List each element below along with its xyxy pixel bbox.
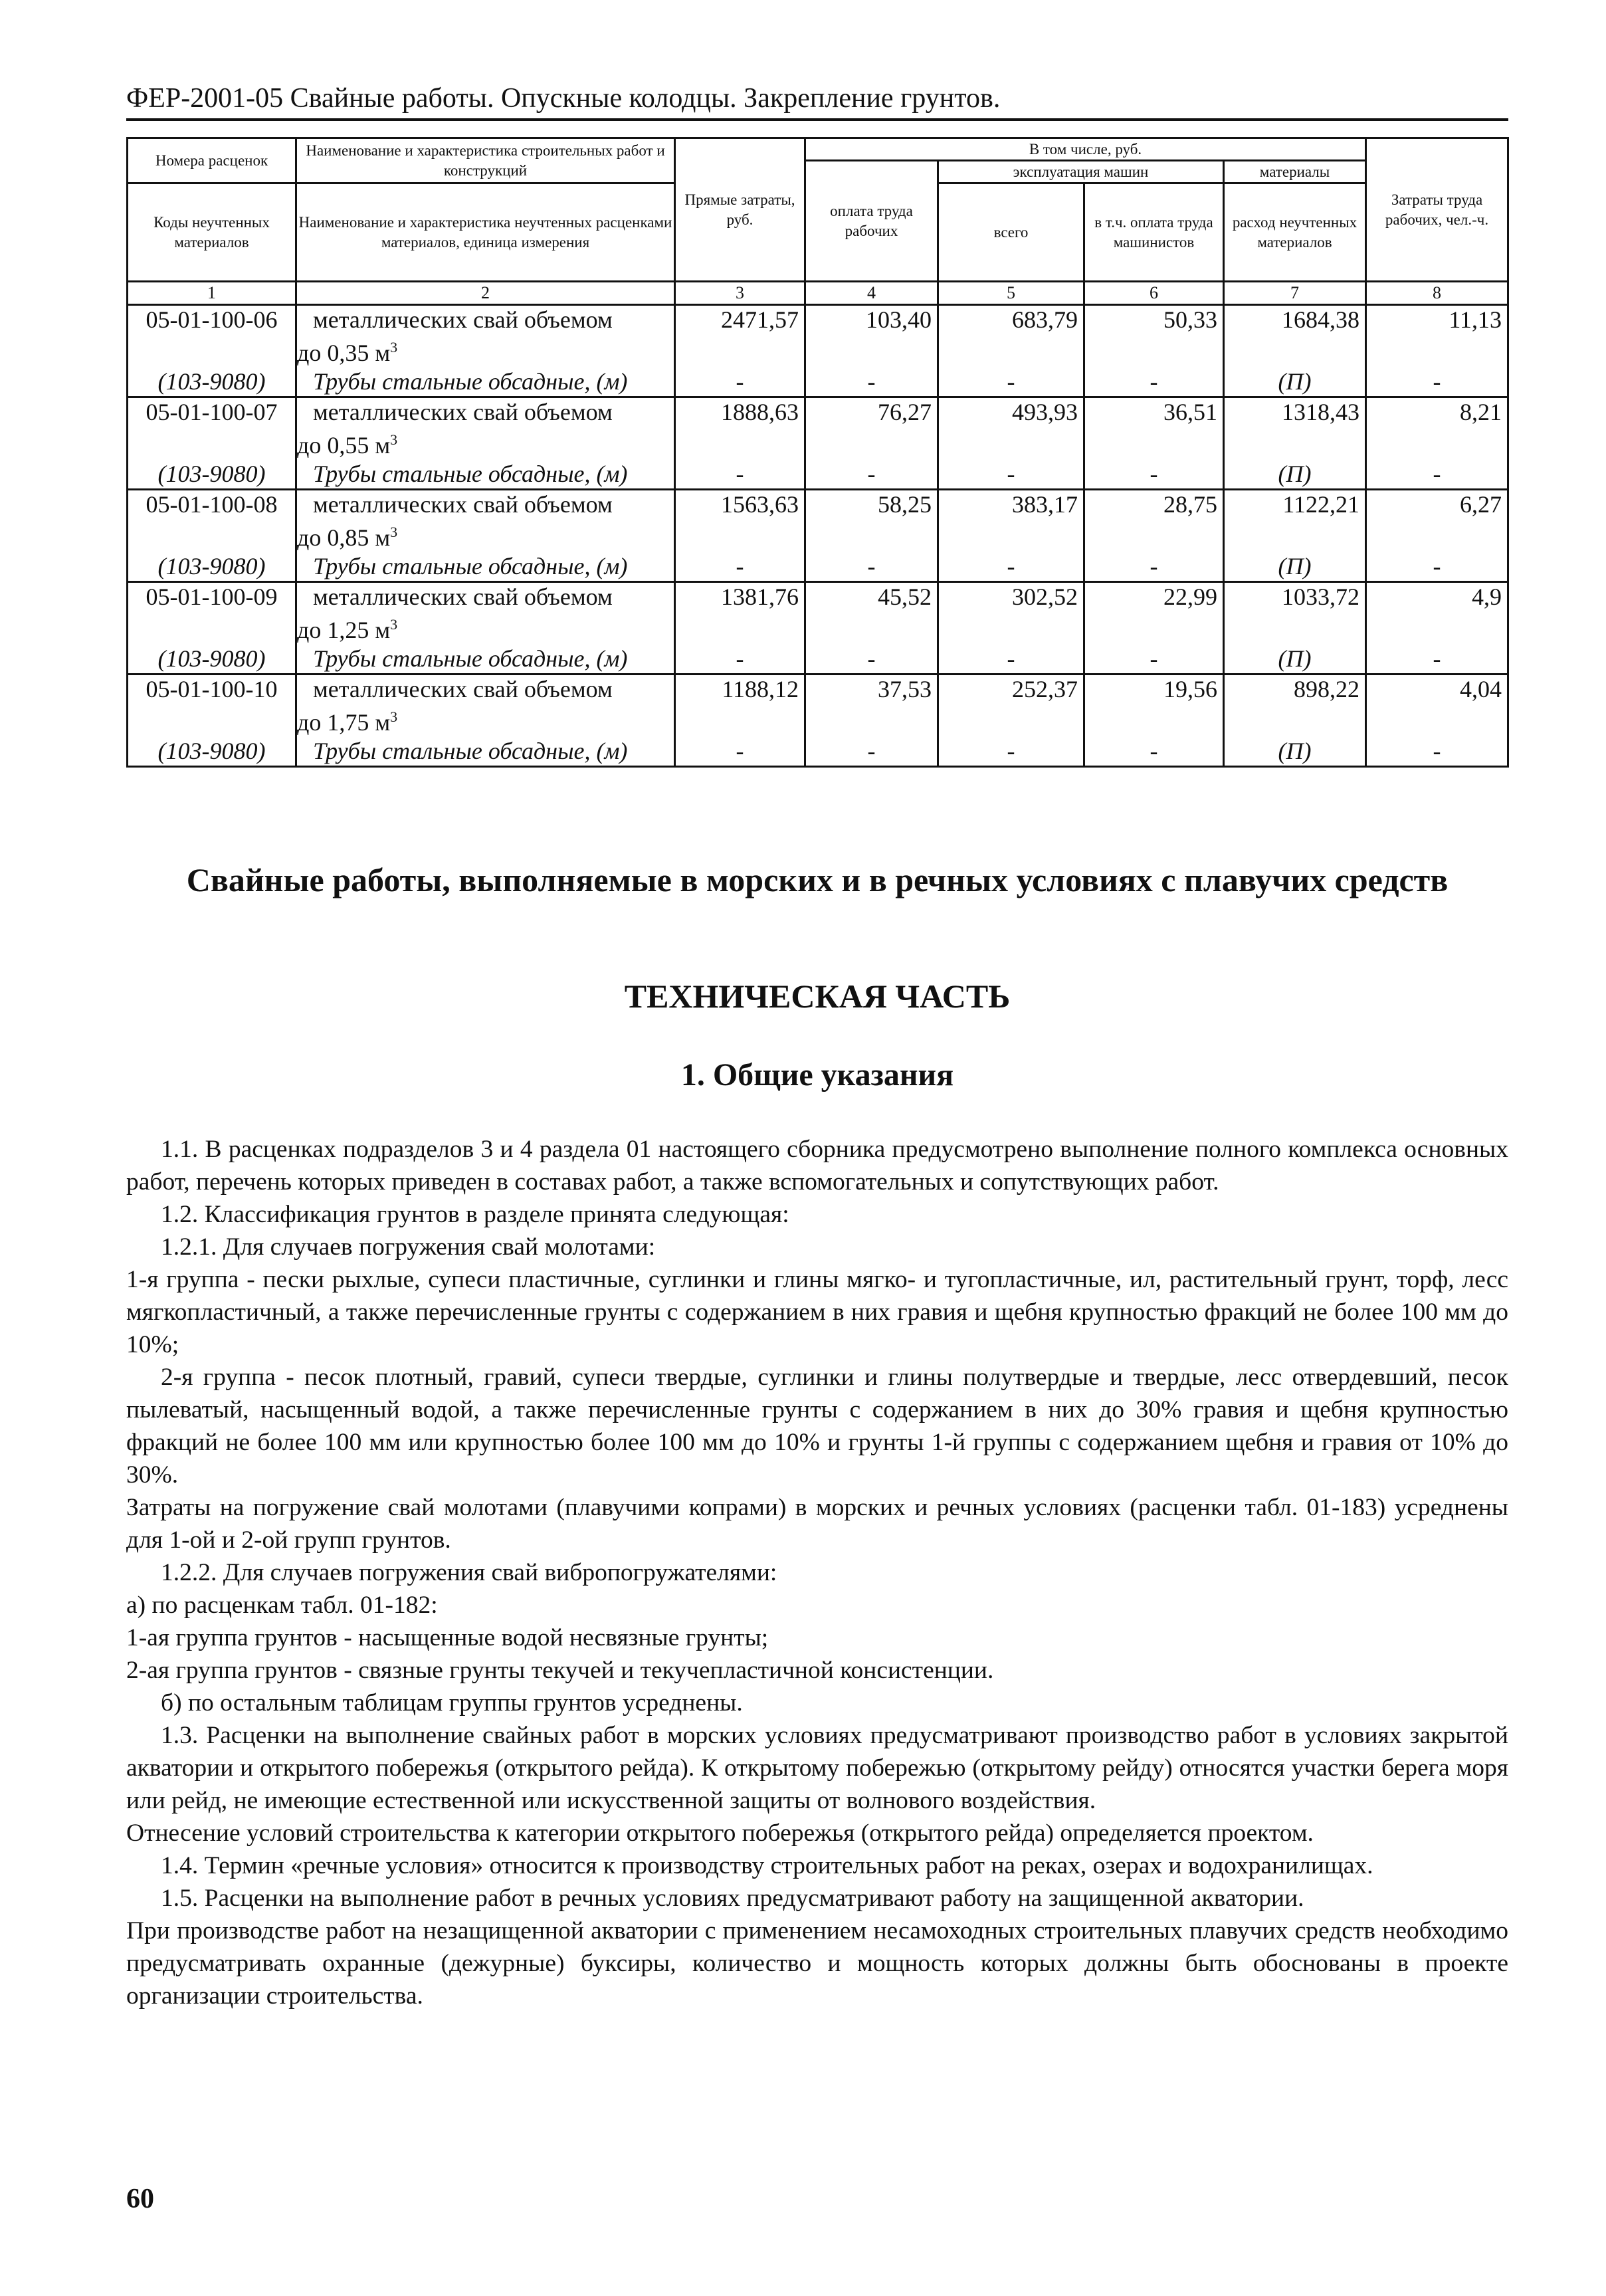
col-number: 2: [296, 282, 675, 305]
material-row: [128, 459, 1508, 490]
labor-costs: 6,27: [1366, 490, 1508, 552]
work-name: металлических свай объемом до 0,55 $м^3$: [296, 397, 675, 460]
materials-cost: 1033,72: [1224, 582, 1366, 645]
table-row: [128, 305, 1508, 367]
technical-part-title: ТЕХНИЧЕСКАЯ ЧАСТЬ: [624, 978, 1011, 1015]
labor-costs: 4,9: [1366, 582, 1508, 645]
header-codes-rates: Номера расценок: [128, 138, 296, 183]
paragraph: а) по расценкам табл. 01-182:: [126, 1592, 438, 1619]
dash-cell: -: [805, 552, 938, 582]
header-materials: материалы: [1224, 161, 1366, 183]
paragraph: Отнесение условий строительства к категории открытого побережья (открытого рейда) определяется проектом.: [126, 1820, 1314, 1847]
dash-cell: -: [675, 459, 805, 490]
machines-total: 302,52: [938, 582, 1084, 645]
work-name: металлических свай объемом до 0,85 $м^3$: [296, 490, 675, 552]
machines-total: 252,37: [938, 675, 1084, 737]
dash-cell: -: [1366, 459, 1508, 490]
paragraph: 1.4. Термин «речные условия» относится к производству строительных работ на реках, озерах и водохранилищах.: [161, 1852, 1373, 1879]
paragraph: 2-я группа - песок плотный, гравий, супеси твердые, суглинки и глины полутвердые и твердые, лесс отвердевший, песок пылеватый, насыщенный водой, а также перечисленные грунты с содержанием в них до 30% гравия и щебня крупностью фракций не более 100 мм или крупностью более 100 мм до 10% и грунты 1-й группы с содержанием щебня и гравия от 10% до 30%.: [126, 1364, 1508, 1489]
direct-costs: 1563,63: [675, 490, 805, 552]
dash-cell: -: [938, 552, 1084, 582]
material-name: Трубы стальные обсадные, (м): [296, 552, 675, 582]
dash-cell: -: [1084, 552, 1224, 582]
dash-cell: -: [938, 736, 1084, 767]
materials-cost: 1684,38: [1224, 305, 1366, 367]
col-number: 5: [938, 282, 1084, 305]
rate-code: 05-01-100-10: [128, 675, 296, 737]
machinists-pay: 50,33: [1084, 305, 1224, 367]
labor-pay: 103,40: [805, 305, 938, 367]
general-instructions-title: 1. Общие указания: [680, 1057, 954, 1093]
page-number: 60: [126, 2184, 154, 2214]
material-row: [128, 552, 1508, 582]
work-name: металлических свай объемом до 0,35 $м^3$: [296, 305, 675, 367]
material-use: (П): [1224, 367, 1366, 397]
material-code: (103-9080): [128, 459, 296, 490]
dash-cell: -: [1366, 367, 1508, 397]
material-code: (103-9080): [128, 552, 296, 582]
paragraph: 1.2. Классификация грунтов в разделе принята следующая:: [161, 1201, 789, 1228]
col-number: 6: [1084, 282, 1224, 305]
dash-cell: -: [675, 552, 805, 582]
dash-cell: -: [1366, 552, 1508, 582]
material-code: (103-9080): [128, 644, 296, 675]
section-title: Свайные работы, выполняемые в морских и в речных условиях с плавучих средств: [186, 861, 1449, 898]
paragraph: 2-ая группа грунтов - связные грунты текучей и текучепластичной консистенции.: [126, 1657, 994, 1684]
direct-costs: 1888,63: [675, 397, 805, 460]
header-including: В том числе, руб.: [805, 138, 1366, 161]
labor-pay: 37,53: [805, 675, 938, 737]
col-number: 3: [675, 282, 805, 305]
dash-cell: -: [1084, 736, 1224, 767]
dash-cell: -: [805, 459, 938, 490]
rates-table: [126, 137, 1509, 768]
machinists-pay: 28,75: [1084, 490, 1224, 552]
labor-pay: 76,27: [805, 397, 938, 460]
rate-code: 05-01-100-08: [128, 490, 296, 552]
dash-cell: -: [1084, 367, 1224, 397]
paragraph: Затраты на погружение свай молотами (плавучими копрами) в морских и речных условиях (расценки табл. 01-183) усреднены для 1-ой и 2-ой групп грунтов.: [126, 1494, 1508, 1554]
header-direct-costs: Прямые затраты, руб.: [675, 138, 805, 282]
machines-total: 383,17: [938, 490, 1084, 552]
dash-cell: -: [1084, 459, 1224, 490]
dash-cell: -: [675, 736, 805, 767]
materials-cost: 898,22: [1224, 675, 1366, 737]
running-header: ФЕР-2001-05 Свайные работы. Опускные колодцы. Закрепление грунтов.: [126, 81, 1508, 121]
rate-code: 05-01-100-09: [128, 582, 296, 645]
labor-costs: 8,21: [1366, 397, 1508, 460]
machines-total: 493,93: [938, 397, 1084, 460]
material-code: (103-9080): [128, 736, 296, 767]
direct-costs: 2471,57: [675, 305, 805, 367]
direct-costs: 1381,76: [675, 582, 805, 645]
materials-cost: 1318,43: [1224, 397, 1366, 460]
table-row: [128, 582, 1508, 645]
material-code: (103-9080): [128, 367, 296, 397]
work-name: металлических свай объемом до 1,25 $м^3$: [296, 582, 675, 645]
header-name-works: Наименование и характеристика строительных работ и конструкций: [296, 138, 675, 183]
dash-cell: -: [1366, 736, 1508, 767]
col-number: 8: [1366, 282, 1508, 305]
header-machines-total: всего: [938, 183, 1084, 282]
machinists-pay: 19,56: [1084, 675, 1224, 737]
table-row: [128, 397, 1508, 460]
body-text: [126, 1133, 1508, 2012]
col-number: 1: [128, 282, 296, 305]
table-row: [128, 675, 1508, 737]
dash-cell: -: [675, 367, 805, 397]
dash-cell: -: [938, 644, 1084, 675]
machines-total: 683,79: [938, 305, 1084, 367]
paragraph: б) по остальным таблицам группы грунтов усреднены.: [161, 1689, 743, 1717]
direct-costs: 1188,12: [675, 675, 805, 737]
material-name: Трубы стальные обсадные, (м): [296, 459, 675, 490]
paragraph: 1.1. В расценках подразделов 3 и 4 раздела 01 настоящего сборника предусмотрено выполнение полного комплекса основных работ, перечень которых приведен в составах работ, а также вспомогательных и сопутствующих работ.: [126, 1136, 1508, 1196]
labor-pay: 45,52: [805, 582, 938, 645]
paragraph: 1.5. Расценки на выполнение работ в речных условиях предусматривают работу на защищенной акватории.: [161, 1885, 1304, 1912]
dash-cell: -: [805, 367, 938, 397]
material-use: (П): [1224, 644, 1366, 675]
dash-cell: -: [938, 459, 1084, 490]
dash-cell: -: [1366, 644, 1508, 675]
material-use: (П): [1224, 459, 1366, 490]
header-machinists-pay: в т.ч. оплата труда машинистов: [1084, 183, 1224, 282]
table-row: [128, 490, 1508, 552]
dash-cell: -: [805, 736, 938, 767]
material-name: Трубы стальные обсадные, (м): [296, 644, 675, 675]
paragraph: 1.3. Расценки на выполнение свайных работ в морских условиях предусматривают производство работ в условиях закрытой акватории и открытого побережья (открытого рейда). К открытому побережью (открытому рейду) относятся участки берега моря или рейд, не имеющие естественной или искусственной защиты от волнового воздействия.: [126, 1722, 1508, 1814]
labor-costs: 4,04: [1366, 675, 1508, 737]
material-use: (П): [1224, 736, 1366, 767]
dash-cell: -: [675, 644, 805, 675]
header-labor-costs: Затраты труда рабочих, чел.-ч.: [1366, 138, 1508, 282]
material-name: Трубы стальные обсадные, (м): [296, 367, 675, 397]
col-number: 4: [805, 282, 938, 305]
rate-code: 05-01-100-07: [128, 397, 296, 460]
labor-costs: 11,13: [1366, 305, 1508, 367]
header-materials-use: расход неучтенных материалов: [1224, 183, 1366, 282]
header-name-materials: Наименование и характеристика неучтенных расценками материалов, единица измерения: [296, 183, 675, 282]
paragraph: 1-я группа - пески рыхлые, супеси пластичные, суглинки и глины мягко- и тугопластичные, ил, растительный грунт, торф, лесс мягкопластичный, а также перечисленные грунты с содержанием в них гравия и щебня крупностью фракций не более 100 мм до 10%;: [126, 1266, 1508, 1358]
header-codes-materials: Коды неучтенных материалов: [128, 183, 296, 282]
material-name: Трубы стальные обсадные, (м): [296, 736, 675, 767]
col-number: 7: [1224, 282, 1366, 305]
material-row: [128, 367, 1508, 397]
material-use: (П): [1224, 552, 1366, 582]
paragraph: 1.2.1. Для случаев погружения свай молотами:: [161, 1233, 656, 1261]
header-machines: эксплуатация машин: [938, 161, 1224, 183]
work-name: металлических свай объемом до 1,75 $м^3$: [296, 675, 675, 737]
paragraph: При производстве работ на незащищенной акватории с применением несамоходных строительных плавучих средств необходимо предусматривать охранные (дежурные) буксиры, количество и мощность которых должны быть обоснованы в проекте организации строительства.: [126, 1917, 1508, 2010]
material-row: [128, 736, 1508, 767]
materials-cost: 1122,21: [1224, 490, 1366, 552]
dash-cell: -: [1084, 644, 1224, 675]
rate-code: 05-01-100-06: [128, 305, 296, 367]
machinists-pay: 36,51: [1084, 397, 1224, 460]
dash-cell: -: [938, 367, 1084, 397]
paragraph: 1.2.2. Для случаев погружения свай вибропогружателями:: [161, 1559, 777, 1586]
dash-cell: -: [805, 644, 938, 675]
labor-pay: 58,25: [805, 490, 938, 552]
material-row: [128, 644, 1508, 675]
machinists-pay: 22,99: [1084, 582, 1224, 645]
column-numbers-row: [128, 282, 1508, 305]
paragraph: 1-ая группа грунтов - насыщенные водой несвязные грунты;: [126, 1624, 769, 1651]
header-labor-pay: оплата труда рабочих: [805, 161, 938, 282]
